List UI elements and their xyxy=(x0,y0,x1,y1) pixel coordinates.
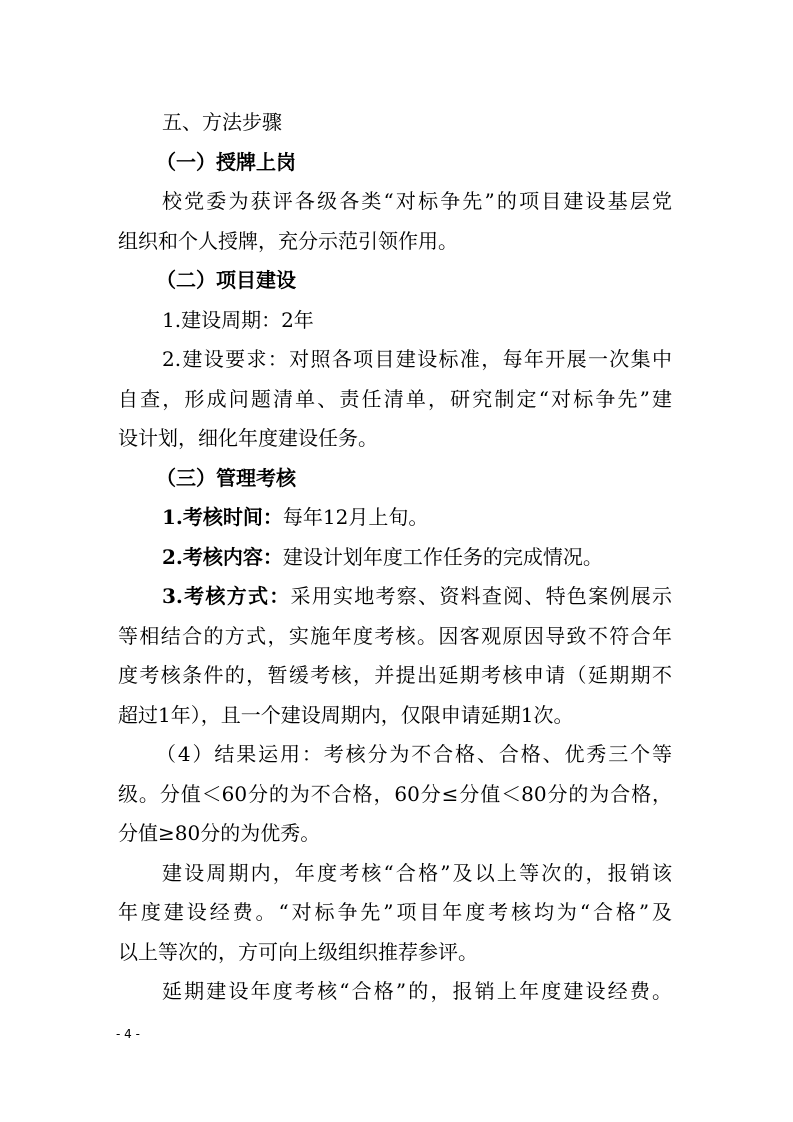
list-item-line: 超过1年），且一个建设周期内，仅限申请延期1次。 xyxy=(118,703,574,727)
list-item-label: 1.考核时间： xyxy=(162,505,283,529)
subsection-heading-2: （二）项目建设 xyxy=(156,268,296,292)
list-item-line: 分值≥80分的为优秀。 xyxy=(118,821,321,845)
list-item-text: 建设计划年度工作任务的完成情况。 xyxy=(282,545,603,569)
list-item-line: 2.建设要求：对照各项目建设标准，每年开展一次集中 xyxy=(162,347,672,371)
subsection-heading-3: （三）管理考核 xyxy=(156,466,296,490)
list-item-label: 2.考核内容： xyxy=(162,545,283,569)
paragraph-line: 延期建设年度考核“合格”的，报销上年度建设经费。 xyxy=(162,979,672,1003)
list-item-label: 3.考核方式： xyxy=(162,584,291,608)
paragraph-line: 年度建设经费。“对标争先”项目年度考核均为“合格”及 xyxy=(118,900,672,924)
list-item xyxy=(162,499,672,535)
list-item xyxy=(162,578,672,614)
list-item xyxy=(162,539,672,575)
list-item-line: 级。分值＜60分的为不合格，60分≤分值＜80分的为合格， xyxy=(118,782,672,806)
list-item-line: 设计划，细化年度建设任务。 xyxy=(118,426,378,450)
subsection-heading-1: （一）授牌上岗 xyxy=(156,150,296,174)
list-item-line: 自查，形成问题清单、责任清单，研究制定“对标争先”建 xyxy=(118,387,672,411)
paragraph-line: 组织和个人授牌，充分示范引领作用。 xyxy=(118,229,458,253)
paragraph-line: 以上等次的，方可向上级组织推荐参评。 xyxy=(118,940,478,964)
list-item-line: 等相结合的方式，实施年度考核。因客观原因导致不符合年 xyxy=(118,624,672,648)
section-title: 五、方法步骤 xyxy=(162,110,282,134)
list-item-line: （4）结果运用：考核分为不合格、合格、优秀三个等 xyxy=(156,742,672,766)
paragraph-line: 建设周期内，年度考核“合格”及以上等次的，报销该 xyxy=(162,861,672,885)
list-item-line: 度考核条件的，暂缓考核，并提出延期考核申请（延期期不 xyxy=(118,663,672,687)
list-item-text: 采用实地考察、资料查阅、特色案例展示 xyxy=(290,584,672,608)
list-item: 1.建设周期：2年 xyxy=(162,308,314,332)
paragraph-line: 校党委为获评各级各类“对标争先”的项目建设基层党 xyxy=(162,189,672,213)
list-item-text: 每年12月上旬。 xyxy=(282,505,429,529)
page-number: - 4 - xyxy=(116,1027,140,1041)
